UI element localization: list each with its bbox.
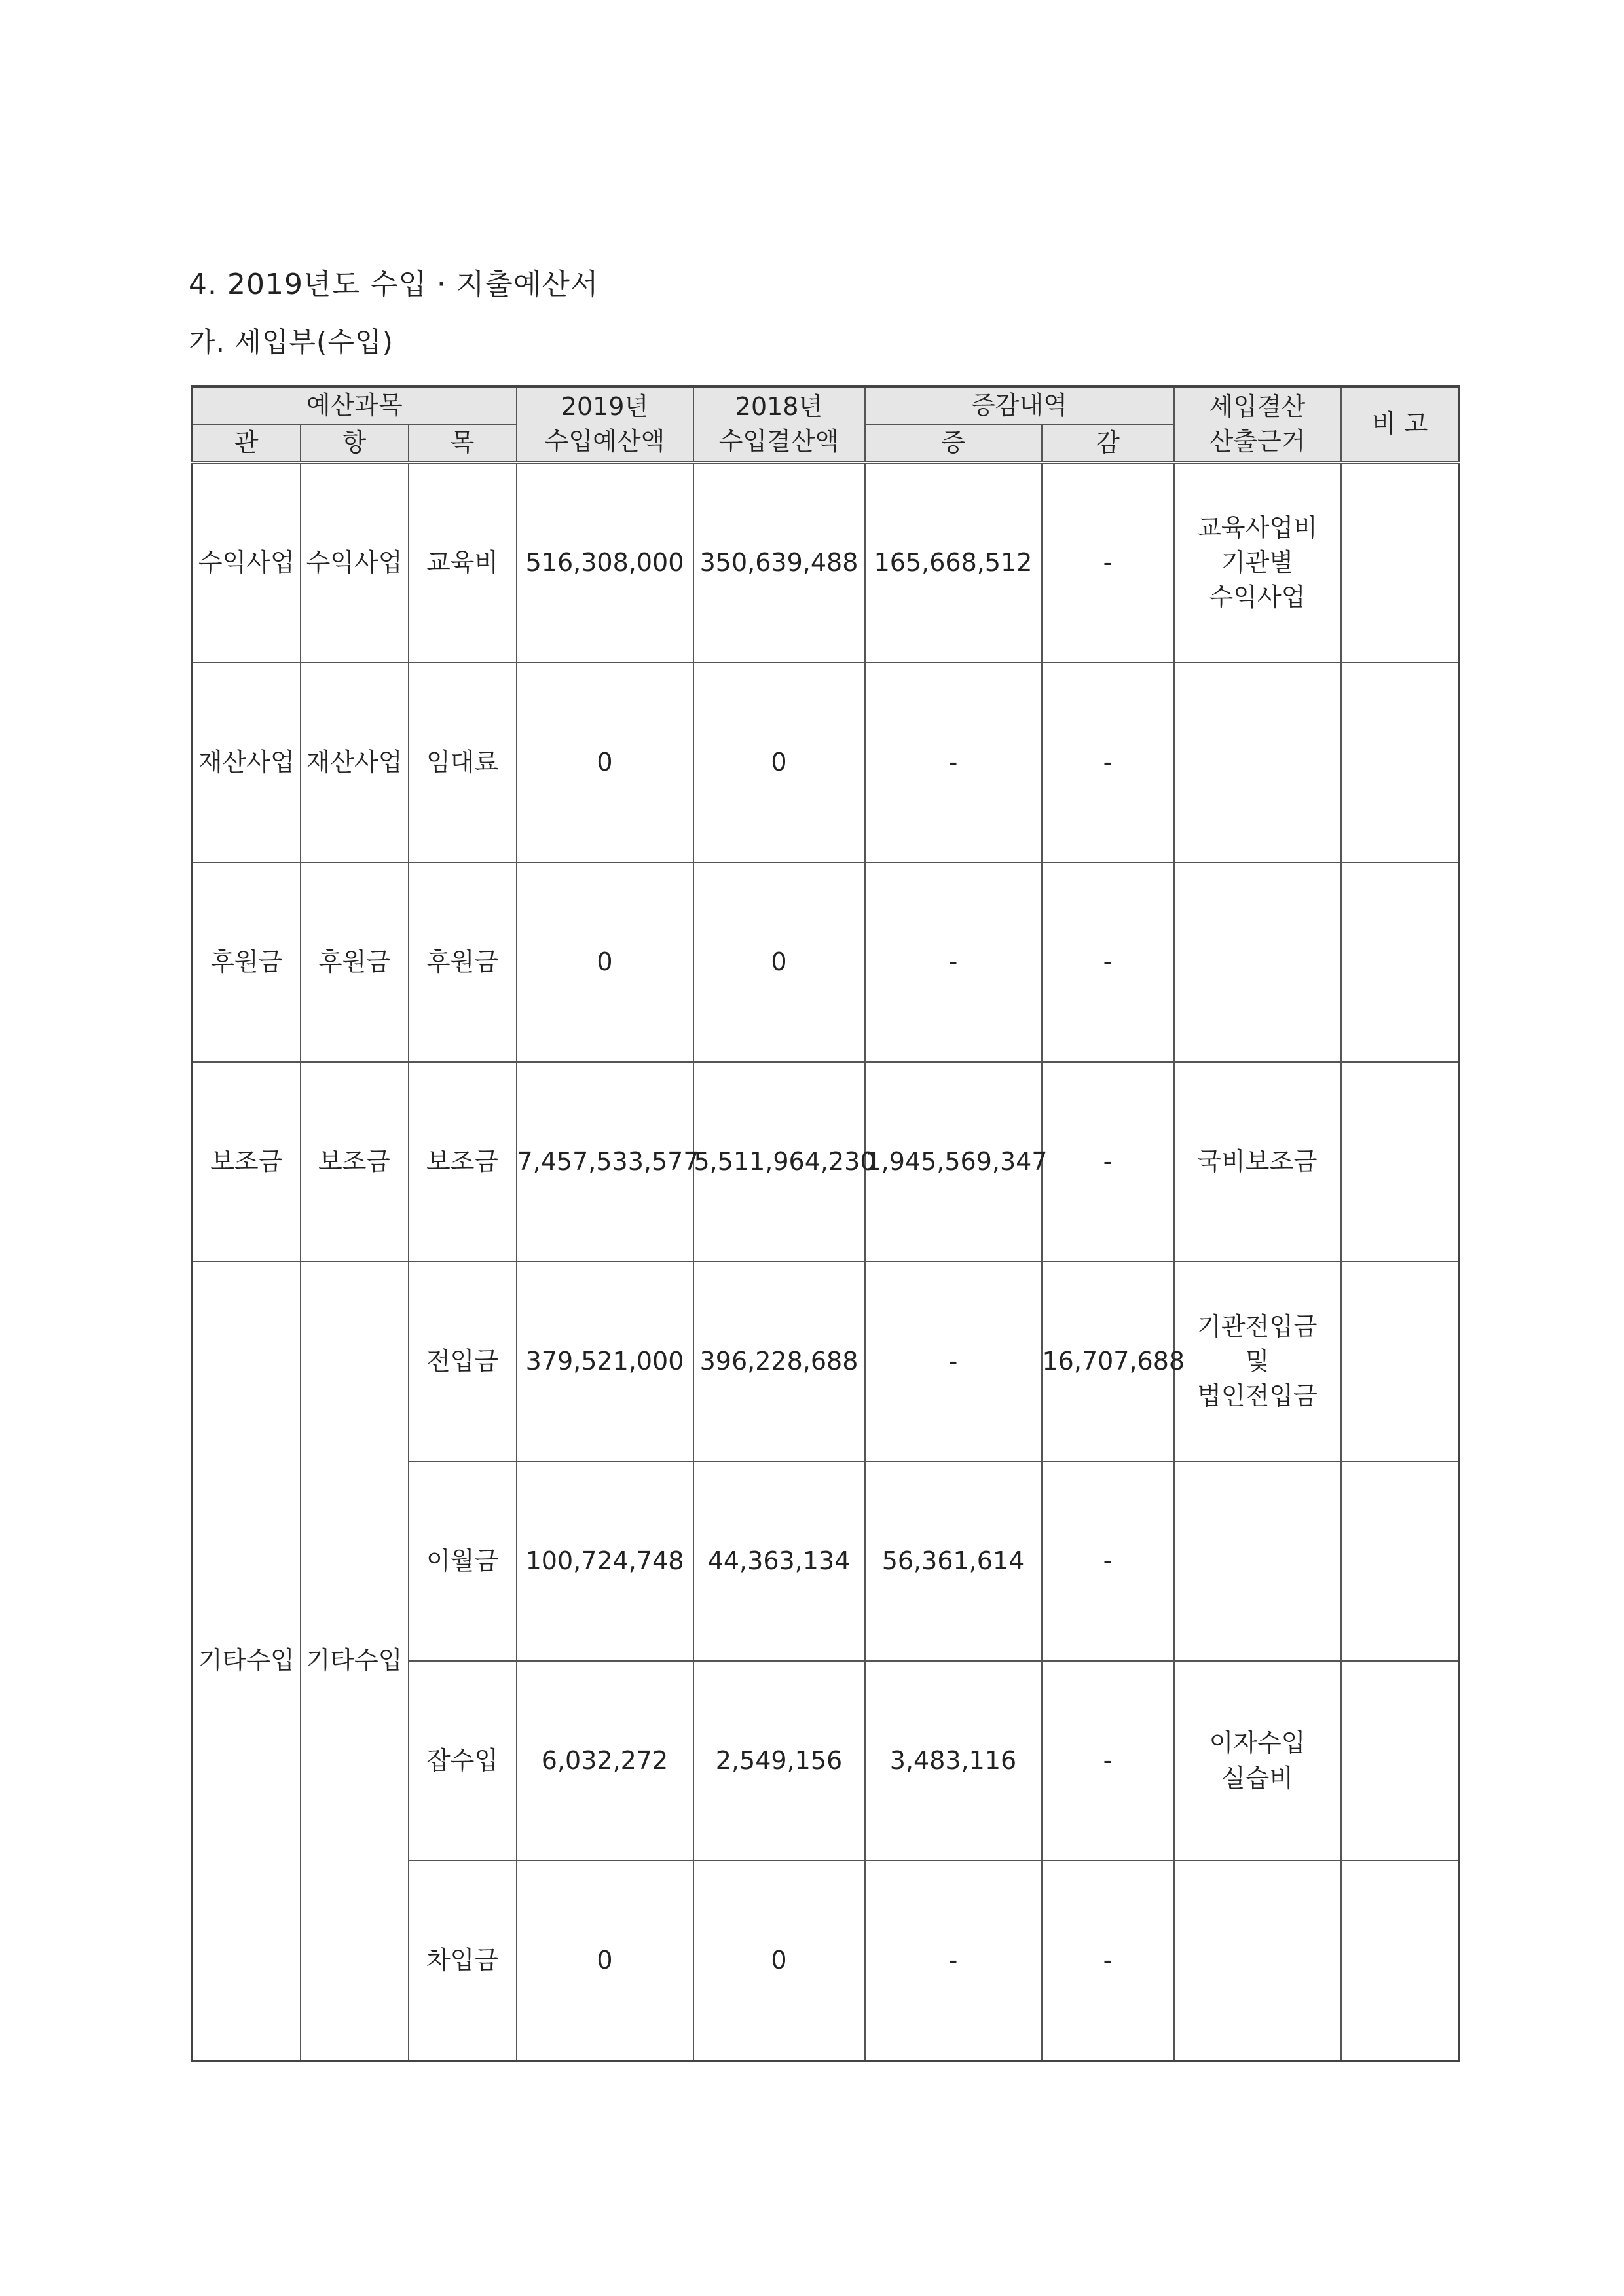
cell-budget-2019: 379,521,000 bbox=[517, 1262, 693, 1461]
header-basis bbox=[1174, 386, 1341, 462]
cell-budget-2019: 100,724,748 bbox=[517, 1461, 693, 1661]
cell-basis bbox=[1174, 1062, 1341, 1262]
header-budget-2019 bbox=[517, 386, 693, 462]
cell-increase: 3,483,116 bbox=[865, 1661, 1042, 1861]
basis-line: 수익사업 bbox=[1209, 583, 1306, 612]
cell-remarks bbox=[1341, 1262, 1460, 1461]
cell-basis bbox=[1174, 663, 1341, 862]
basis-line: 이자수입 bbox=[1209, 1728, 1306, 1758]
cell-budget-2019: 516,308,000 bbox=[517, 462, 693, 663]
header-budget-2019-line2: 수입예산액 bbox=[544, 427, 665, 456]
revenue-budget-table bbox=[191, 385, 1460, 2062]
cell-basis bbox=[1174, 862, 1341, 1062]
cell-hang: 수익사업 bbox=[301, 462, 409, 663]
header-gwan: 관 bbox=[193, 424, 301, 462]
cell-budget-2019: 0 bbox=[517, 862, 693, 1062]
cell-hang: 후원금 bbox=[301, 862, 409, 1062]
header-remarks: 비 고 bbox=[1341, 386, 1460, 462]
cell-gwan: 재산사업 bbox=[193, 663, 301, 862]
basis-line: 기관전입금 bbox=[1197, 1311, 1318, 1341]
header-budget-subject: 예산과목 bbox=[193, 386, 517, 424]
cell-budget-2019: 7,457,533,577 bbox=[517, 1062, 693, 1262]
cell-hang: 보조금 bbox=[301, 1062, 409, 1262]
header-basis-line2: 산출근거 bbox=[1209, 427, 1306, 456]
cell-settle-2018: 44,363,134 bbox=[693, 1461, 865, 1661]
cell-increase: 165,668,512 bbox=[865, 462, 1042, 663]
header-mok: 목 bbox=[409, 424, 517, 462]
cell-gwan: 후원금 bbox=[193, 862, 301, 1062]
cell-basis bbox=[1174, 1461, 1341, 1661]
cell-budget-2019: 0 bbox=[517, 663, 693, 862]
cell-basis bbox=[1174, 1661, 1341, 1861]
basis-line: 실습비 bbox=[1221, 1763, 1294, 1793]
table-row bbox=[193, 1062, 1460, 1262]
cell-remarks bbox=[1341, 862, 1460, 1062]
cell-settle-2018: 5,511,964,230 bbox=[693, 1062, 865, 1262]
section-subtitle: 가. 세입부(수입) bbox=[189, 326, 394, 358]
cell-settle-2018: 0 bbox=[693, 1861, 865, 2061]
cell-gwan: 기타수입 bbox=[193, 1262, 301, 2061]
basis-line: 기관별 bbox=[1221, 547, 1294, 577]
basis-line: 및 bbox=[1245, 1346, 1270, 1376]
cell-increase: 1,945,569,347 bbox=[865, 1062, 1042, 1262]
cell-decrease: - bbox=[1042, 663, 1174, 862]
cell-mok: 임대료 bbox=[409, 663, 517, 862]
header-hang: 항 bbox=[301, 424, 409, 462]
cell-mok: 이월금 bbox=[409, 1461, 517, 1661]
cell-budget-2019: 6,032,272 bbox=[517, 1661, 693, 1861]
cell-decrease: 16,707,688 bbox=[1042, 1262, 1174, 1461]
header-row-1 bbox=[193, 386, 1460, 424]
table-row bbox=[193, 862, 1460, 1062]
cell-mok: 차입금 bbox=[409, 1861, 517, 2061]
cell-increase: - bbox=[865, 862, 1042, 1062]
cell-settle-2018: 396,228,688 bbox=[693, 1262, 865, 1461]
table-row bbox=[193, 663, 1460, 862]
cell-settle-2018: 0 bbox=[693, 862, 865, 1062]
cell-decrease: - bbox=[1042, 1661, 1174, 1861]
cell-basis bbox=[1174, 1861, 1341, 2061]
basis-line: 교육사업비 bbox=[1197, 513, 1318, 542]
cell-remarks bbox=[1341, 462, 1460, 663]
cell-settle-2018: 2,549,156 bbox=[693, 1661, 865, 1861]
cell-remarks bbox=[1341, 1861, 1460, 2061]
cell-hang: 재산사업 bbox=[301, 663, 409, 862]
cell-increase: - bbox=[865, 663, 1042, 862]
cell-decrease: - bbox=[1042, 462, 1174, 663]
cell-increase: - bbox=[865, 1861, 1042, 2061]
cell-mok: 잡수입 bbox=[409, 1661, 517, 1861]
cell-mok: 보조금 bbox=[409, 1062, 517, 1262]
cell-settle-2018: 350,639,488 bbox=[693, 462, 865, 663]
cell-settle-2018: 0 bbox=[693, 663, 865, 862]
header-increase: 증 bbox=[865, 424, 1042, 462]
cell-remarks bbox=[1341, 1062, 1460, 1262]
cell-remarks bbox=[1341, 1661, 1460, 1861]
header-basis-line1: 세입결산 bbox=[1209, 392, 1306, 421]
basis-line: 법인전입금 bbox=[1197, 1381, 1318, 1411]
header-settle-2018 bbox=[693, 386, 865, 462]
cell-gwan: 보조금 bbox=[193, 1062, 301, 1262]
cell-budget-2019: 0 bbox=[517, 1861, 693, 2061]
cell-decrease: - bbox=[1042, 1461, 1174, 1661]
header-settle-2018-line2: 수입결산액 bbox=[718, 427, 840, 456]
cell-remarks bbox=[1341, 663, 1460, 862]
cell-decrease: - bbox=[1042, 1062, 1174, 1262]
cell-hang: 기타수입 bbox=[301, 1262, 409, 2061]
cell-basis bbox=[1174, 1262, 1341, 1461]
cell-remarks bbox=[1341, 1461, 1460, 1661]
cell-decrease: - bbox=[1042, 1861, 1174, 2061]
cell-mok: 후원금 bbox=[409, 862, 517, 1062]
cell-mok: 전입금 bbox=[409, 1262, 517, 1461]
header-settle-2018-line1: 2018년 bbox=[735, 392, 823, 421]
page-title: 4. 2019년도 수입 · 지출예산서 bbox=[189, 268, 599, 301]
header-budget-2019-line1: 2019년 bbox=[561, 392, 649, 421]
table-row bbox=[193, 462, 1460, 663]
cell-gwan: 수익사업 bbox=[193, 462, 301, 663]
table-row bbox=[193, 1262, 1460, 1461]
cell-decrease: - bbox=[1042, 862, 1174, 1062]
cell-mok: 교육비 bbox=[409, 462, 517, 663]
header-decrease: 감 bbox=[1042, 424, 1174, 462]
cell-basis bbox=[1174, 462, 1341, 663]
header-change: 증감내역 bbox=[865, 386, 1174, 424]
basis-line: 국비보조금 bbox=[1197, 1146, 1318, 1176]
cell-increase: - bbox=[865, 1262, 1042, 1461]
cell-increase: 56,361,614 bbox=[865, 1461, 1042, 1661]
